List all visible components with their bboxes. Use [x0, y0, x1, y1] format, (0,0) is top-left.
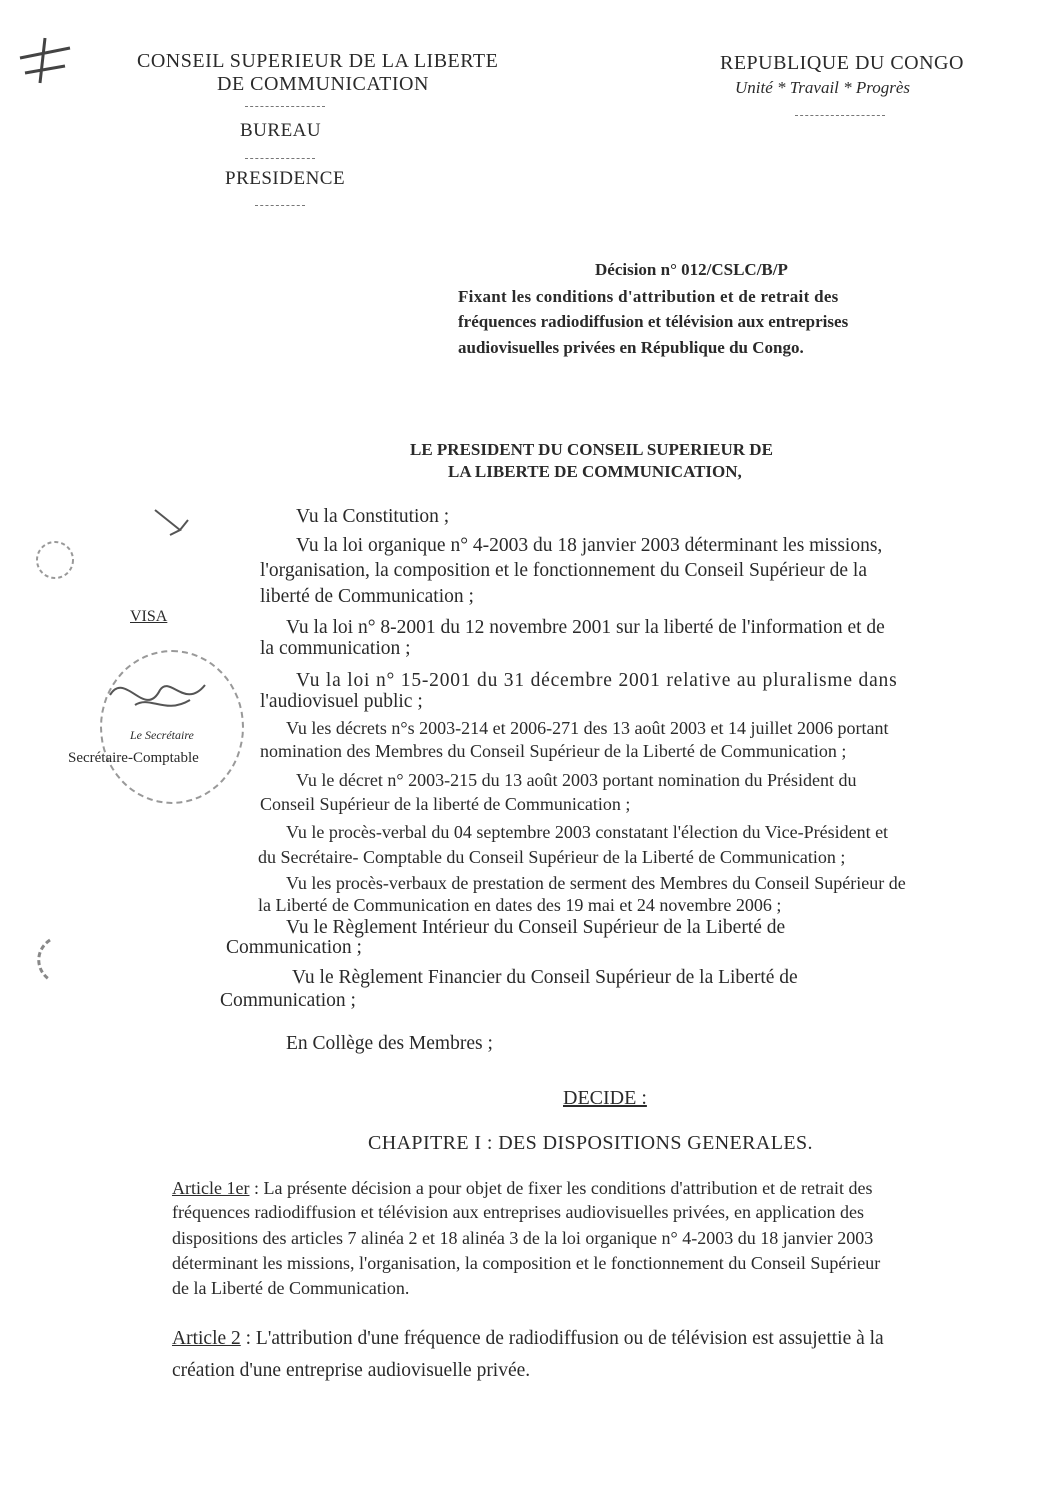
president-heading-line1: LE PRESIDENT DU CONSEIL SUPERIEUR DE: [410, 440, 773, 459]
bureau-label: BUREAU: [240, 120, 322, 141]
considerant-line: la communication ;: [260, 638, 411, 659]
considerant-line: Vu le décret n° 2003-215 du 13 août 2003 portant nomination du Président du: [296, 770, 857, 790]
considerant-line: Vu les procès-verbaux de prestation de serment des Membres du Conseil Supérieur de: [286, 873, 906, 893]
considerant-line: l'audiovisuel public ;: [260, 691, 423, 712]
considerant-line: la Liberté de Communication en dates des 19 mai et 24 novembre 2006 ;: [258, 895, 782, 915]
decision-subject-line: fréquences radiodiffusion et télévision aux entreprises: [458, 312, 849, 331]
considerant-line: Vu le procès-verbal du 04 septembre 2003 constatant l'élection du Vice-Président et: [286, 822, 889, 842]
article-1-line: de la Liberté de Communication.: [172, 1278, 410, 1298]
considerant-line: Vu le Règlement Financier du Conseil Supérieur de la Liberté de: [292, 967, 798, 988]
decide-heading: DECIDE :: [563, 1087, 647, 1109]
considerant-line: Vu les décrets n°s 2003-214 et 2006-271 des 13 août 2003 et 14 juillet 2006 portant: [286, 718, 889, 738]
divider: [255, 205, 305, 206]
president-heading-line2: LA LIBERTE DE COMMUNICATION,: [448, 462, 742, 481]
article-1-line: fréquences radiodiffusion et télévision aux entreprises audiovisuelles privées, en application des: [172, 1202, 864, 1222]
signature-icon: [105, 665, 215, 725]
institution-name-line2: DE COMMUNICATION: [217, 73, 429, 95]
stamp-mark-icon: [30, 935, 70, 985]
stamp-mark-icon: [30, 535, 80, 585]
considerant-line: du Secrétaire- Comptable du Conseil Supérieur de la Liberté de Communication ;: [258, 847, 846, 867]
considerant-line: Conseil Supérieur de la liberté de Communication ;: [260, 794, 631, 814]
considerant-line: Vu la Constitution ;: [296, 506, 450, 527]
divider: [245, 158, 315, 159]
considerant-line: Communication ;: [220, 990, 356, 1011]
considerant-line: Vu le Règlement Intérieur du Conseil Supérieur de la Liberté de: [286, 917, 786, 938]
considerant-line: Vu la loi organique n° 4-2003 du 18 janvier 2003 déterminant les missions,: [296, 535, 883, 556]
article-1-line: dispositions des articles 7 alinéa 2 et 18 alinéa 3 de la loi organique n° 4-2003 du 18 janvier 2003: [172, 1228, 874, 1248]
article-1-line: déterminant les missions, l'organisation, la composition et le fonctionnement du Conseil Supérieur: [172, 1253, 881, 1273]
decision-subject-line: audiovisuelles privées en République du Congo.: [458, 338, 804, 357]
presidence-label: PRESIDENCE: [225, 168, 346, 189]
article-2-line: création d'une entreprise audiovisuelle privée.: [172, 1360, 531, 1381]
national-motto: Unité * Travail * Progrès: [735, 78, 911, 97]
chapter-heading: CHAPITRE I : DES DISPOSITIONS GENERALES.: [368, 1132, 813, 1154]
stamp-text-line1: Le Secrétaire: [130, 728, 194, 742]
article-1-line: [172, 1178, 873, 1199]
decision-number: Décision n° 012/CSLC/B/P: [595, 260, 788, 279]
article-2-line: [172, 1328, 884, 1350]
considerant-line: liberté de Communication ;: [260, 586, 474, 607]
considerant-line: Vu la loi n° 15-2001 du 31 décembre 2001 relative au pluralisme dans: [296, 670, 898, 691]
considerant-line: Vu la loi n° 8-2001 du 12 novembre 2001 sur la liberté de l'information et de: [286, 617, 885, 638]
republic-name: REPUBLIQUE DU CONGO: [720, 52, 964, 74]
divider: [245, 106, 325, 107]
decision-subject-line: Fixant les conditions d'attribution et de retrait des: [458, 287, 839, 306]
divider: [795, 115, 885, 116]
considerant-line: En Collège des Membres ;: [286, 1033, 493, 1054]
article-2-label: Article 2: [172, 1328, 241, 1349]
handwritten-mark: [10, 28, 90, 88]
stamp-text-line2: Secrétaire-Comptable: [68, 750, 199, 766]
institution-name-line1: CONSEIL SUPERIEUR DE LA LIBERTE: [137, 50, 499, 72]
considerant-line: nomination des Membres du Conseil Supérieur de la Liberté de Communication ;: [260, 741, 847, 761]
article-2-text: : L'attribution d'une fréquence de radiodiffusion ou de télévision est assujettie à la: [240, 1328, 884, 1349]
considerant-line: Communication ;: [226, 937, 362, 958]
article-1-label: Article 1er: [172, 1178, 250, 1198]
arrow-mark-icon: [150, 505, 200, 545]
considerant-line: l'organisation, la composition et le fonctionnement du Conseil Supérieur de la: [260, 560, 867, 581]
visa-label: VISA: [130, 608, 168, 625]
article-1-text: : La présente décision a pour objet de fixer les conditions d'attribution et de retrait des: [249, 1178, 873, 1198]
